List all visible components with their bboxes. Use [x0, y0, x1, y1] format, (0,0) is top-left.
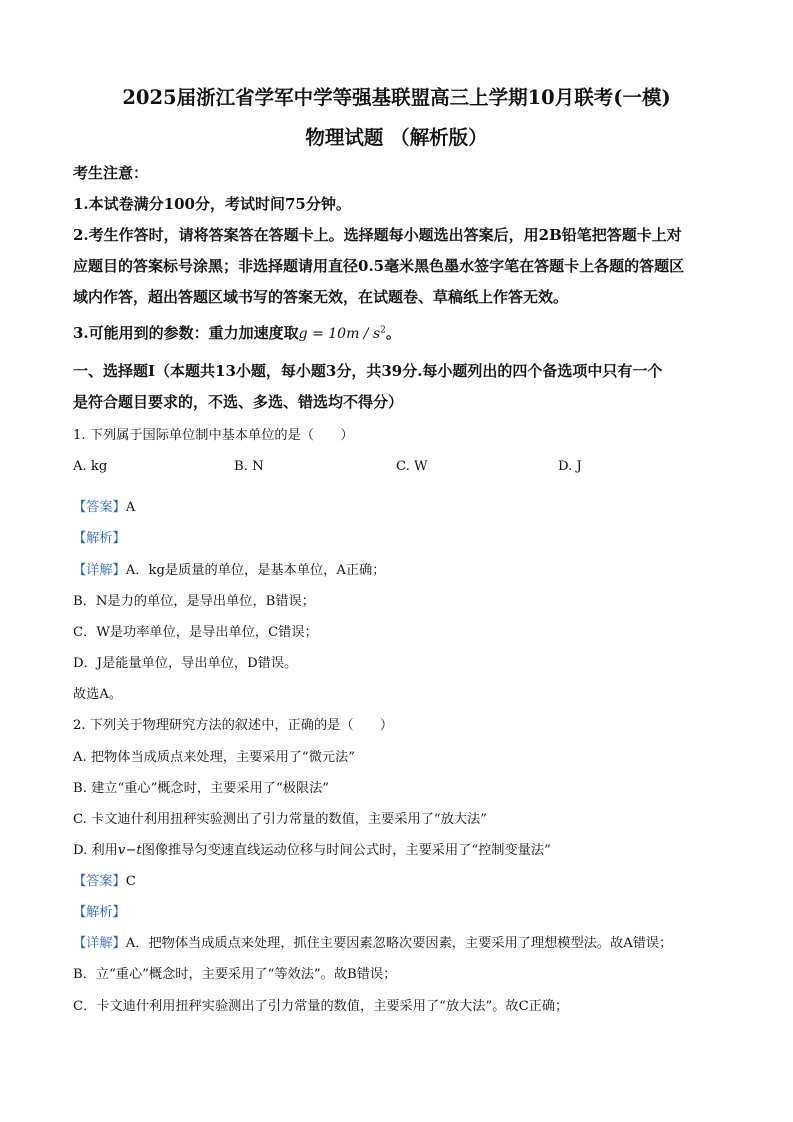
question-2-option-c: C. 卡文迪什利用扭秤实验测出了引力常量的数值，主要采用了“放大法” [73, 812, 487, 827]
question-2-option-d [73, 839, 733, 858]
detail-tag: 【详解】 [73, 563, 126, 578]
question-2-answer [73, 870, 733, 889]
question-1-detail-d: D．J是能量单位，导出单位，D错误。 [73, 656, 298, 671]
notice-item-2-line-3: 域内作答，超出答题区域书写的答案无效，在试题卷、草稿纸上作答无效。 [73, 288, 569, 306]
answer-tag: 【答案】 [73, 500, 126, 515]
vt-graph-symbol: v−t [117, 843, 142, 858]
notice-heading: 考生注意： [73, 164, 149, 182]
notice-item-3-text: 3.可能用到的参数：重力加速度取 [73, 324, 299, 342]
option-d-prefix: D. 利用 [73, 843, 118, 858]
question-1-analysis-tag: 【解析】 [73, 531, 126, 546]
notice-item-1: 1.本试卷满分100分，考试时间75分钟。 [73, 195, 351, 213]
detail-a-text: A．kg是质量的单位，是基本单位，A正确； [125, 563, 386, 578]
question-1-option-b: B. N [234, 459, 264, 474]
answer-value: C [125, 874, 136, 889]
document-title: 2025届浙江省学军中学等强基联盟高三上学期10月联考(一模) [122, 86, 671, 109]
question-2-detail-c: C．卡文迪什利用扭秤实验测出了引力常量的数值，主要采用了“放大法”。故C正确； [73, 999, 569, 1014]
detail-tag: 【详解】 [73, 936, 126, 951]
gravity-formula-exponent: 2 [380, 325, 386, 336]
notice-item-2-line-2: 应题目的答案标号涂黑；非选择题请用直径0.5毫米黑色墨水签字笔在答题卡上各题的答题区 [73, 257, 685, 275]
question-1-detail-c: C．W是功率单位，是导出单位，C错误； [73, 625, 318, 640]
question-1-option-c: C. W [396, 459, 428, 474]
question-2-stem: 2. 下列关于物理研究方法的叙述中，正确的是（ ） [73, 718, 394, 733]
gravity-formula [299, 326, 386, 342]
question-1-detail-a [73, 559, 733, 578]
notice-item-2-line-1: 2.考生作答时，请将答案答在答题卡上。选择题每小题选出答案后，用2B铅笔把答题卡上对 [73, 226, 682, 244]
detail-a-text: A．把物体当成质点来处理，抓住主要因素忽略次要因素，主要采用了理想模型法。故A错误； [125, 936, 673, 951]
question-2-analysis-tag: 【解析】 [73, 905, 126, 920]
question-1-stem: 1. 下列属于国际单位制中基本单位的是（ ） [73, 428, 354, 443]
notice-item-3-end: 。 [385, 324, 401, 342]
question-1-option-a: A. kg [73, 459, 108, 474]
notice-item-3 [73, 322, 733, 343]
question-1-conclusion: 故选A。 [73, 687, 123, 702]
question-1-option-d: D. J [558, 459, 582, 474]
section-1-heading-line-2: 是符合题目要求的，不选、多选、错选均不得分） [73, 393, 404, 411]
question-2-option-a: A. 把物体当成质点来处理，主要采用了“微元法” [73, 750, 355, 765]
question-1-detail-b: B．N是力的单位，是导出单位，B错误； [73, 594, 315, 609]
answer-value: A [125, 500, 136, 515]
question-2-detail-b: B．立“重心”概念时，主要采用了“等效法”。故B错误； [73, 967, 397, 982]
section-1-heading-line-1: 一、选择题Ⅰ（本题共13小题，每小题3分，共39分.每小题列出的四个备选项中只有一个 [73, 362, 663, 380]
option-d-suffix: 图像推导匀变速直线运动位移与时间公式时，主要采用了“控制变量法” [141, 843, 551, 858]
document-subtitle: 物理试题 （解析版） [305, 126, 488, 149]
question-1-answer [73, 496, 733, 515]
gravity-formula-base: g = 10m / s [298, 326, 381, 342]
question-2-option-b: B. 建立“重心”概念时，主要采用了“极限法” [73, 781, 330, 796]
question-2-detail-a [73, 932, 733, 951]
answer-tag: 【答案】 [73, 874, 126, 889]
